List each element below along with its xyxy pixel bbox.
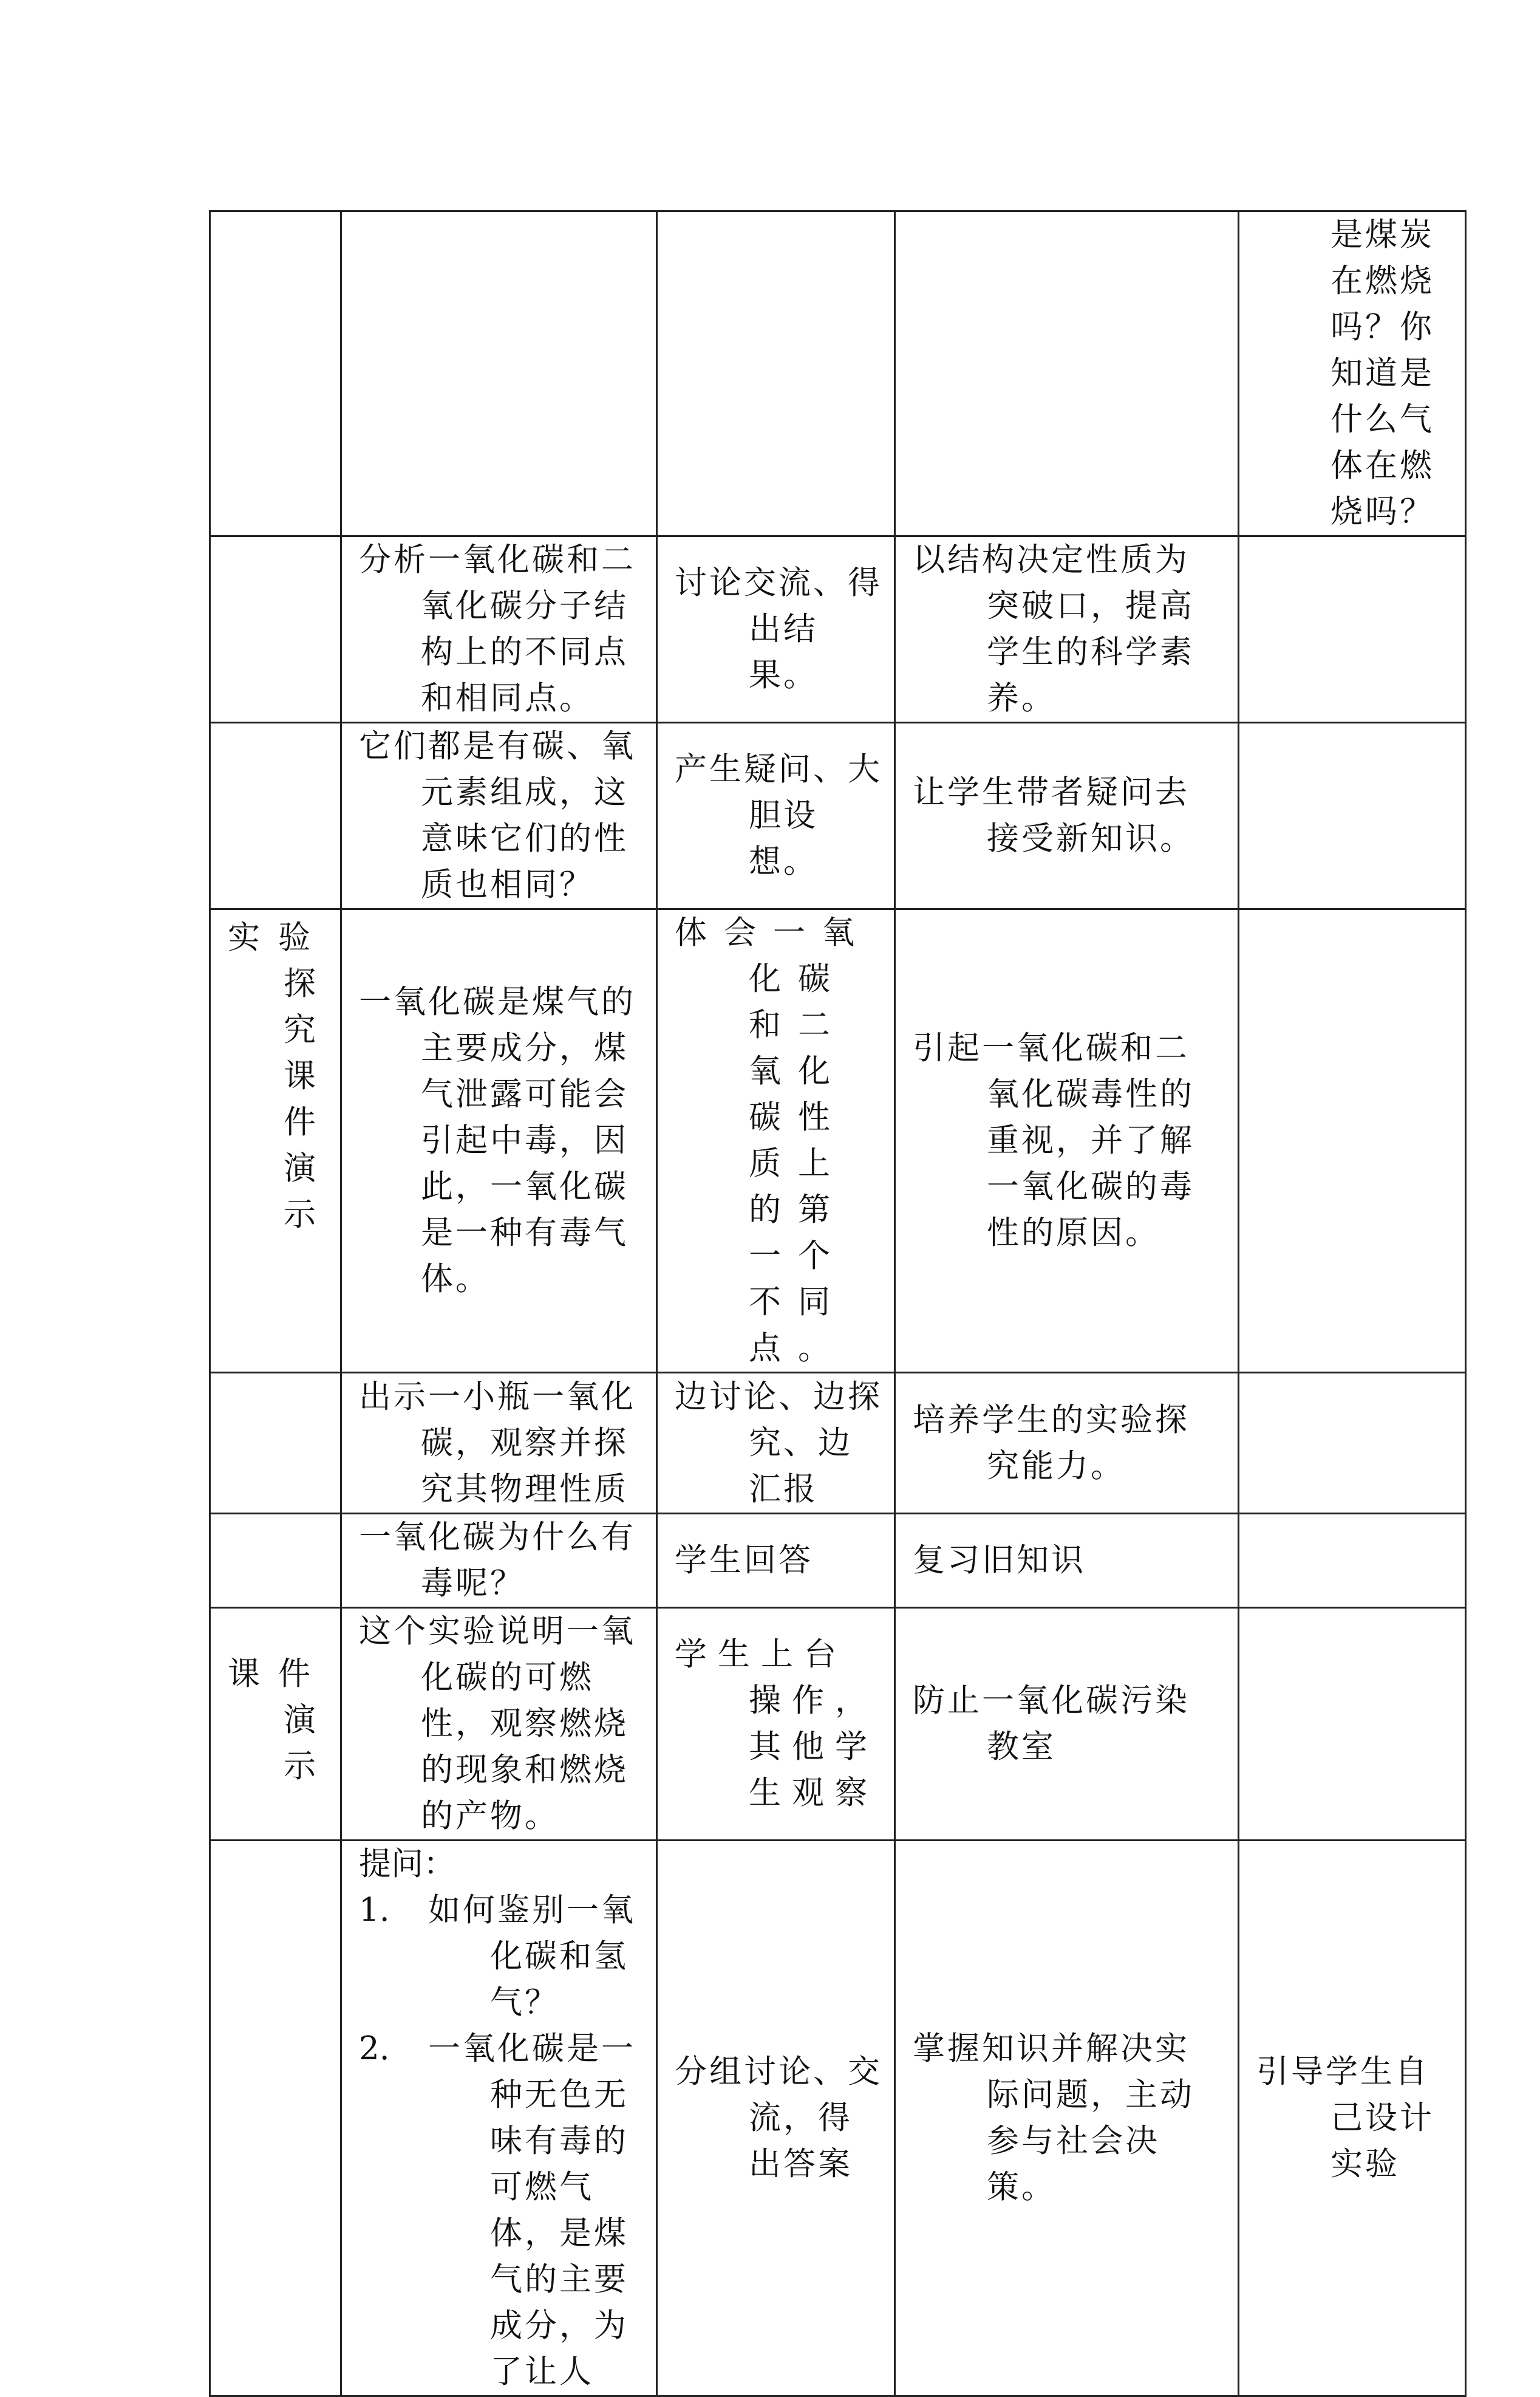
table-row: [210, 1841, 1466, 2396]
question-text: 如何鉴别一氧化碳和氢气？: [428, 1892, 636, 2021]
cell-student-activity: 边讨论、边探究、边汇报: [657, 1373, 895, 1514]
cell-notes: [1239, 536, 1466, 723]
question-number: 1.: [359, 1892, 390, 1929]
cell-teacher-activity: 一氧化碳是煤气的主要成分，煤气泄露可能会引起中毒，因此，一氧化碳是一种有毒气体。: [341, 909, 657, 1373]
cell-notes: [1239, 909, 1466, 1373]
cell-design-intent: 让学生带者疑问去接受新知识。: [895, 723, 1239, 909]
table-row: [210, 536, 1466, 723]
cell-notes: 是煤炭在燃烧吗？你知道是什么气体在燃烧吗？: [1239, 211, 1466, 536]
cell-teacher-activity: 出示一小瓶一氧化碳，观察并探究其物理性质: [341, 1373, 657, 1514]
cell-design-intent: 培养学生的实验探究能力。: [895, 1373, 1239, 1514]
cell-student-activity: 学生上台操作，其他学生观察: [657, 1608, 895, 1841]
cell-student-activity: 讨论交流、得出结果。: [657, 536, 895, 723]
cell-design-intent: 以结构决定性质为突破口，提高学生的科学素养。: [895, 536, 1239, 723]
question-intro: 提问：: [359, 1845, 455, 1882]
table-row: [210, 211, 1466, 536]
cell-student-activity: [657, 211, 895, 536]
cell-teacher-activity: 它们都是有碳、氧元素组成，这意味它们的性质也相同？: [341, 723, 657, 909]
cell-stage: [210, 211, 341, 536]
cell-stage: [210, 1841, 341, 2396]
cell-student-activity: 分组讨论、交流，得出答案: [657, 1841, 895, 2396]
cell-student-activity: 体会一氧化碳和二氧化碳性质上的第一个不同点。: [657, 909, 895, 1373]
cell-design-intent: 引起一氧化碳和二氧化碳毒性的重视，并了解一氧化碳的毒性的原因。: [895, 909, 1239, 1373]
table-row: [210, 1373, 1466, 1514]
table-row: [210, 909, 1466, 1373]
cell-stage: [210, 723, 341, 909]
cell-design-intent: 防止一氧化碳污染教室: [895, 1608, 1239, 1841]
table-row: [210, 1608, 1466, 1841]
cell-stage: [210, 1373, 341, 1514]
question-item: [359, 2026, 647, 2395]
cell-stage: [210, 536, 341, 723]
cell-teacher-activity: 分析一氧化碳和二氧化碳分子结构上的不同点和相同点。: [341, 536, 657, 723]
table-row: [210, 1514, 1466, 1608]
table-row: [210, 723, 1466, 909]
question-text: 一氧化碳是一种无色无味有毒的可燃气体，是煤气的主要成分，为了让人: [428, 2030, 636, 2390]
cell-notes: [1239, 1373, 1466, 1514]
cell-design-intent: [895, 211, 1239, 536]
question-item: [359, 1887, 647, 2026]
cell-student-activity: 产生疑问、大胆设想。: [657, 723, 895, 909]
cell-notes: [1239, 723, 1466, 909]
cell-stage: 实验探究课件演示: [210, 909, 341, 1373]
cell-teacher-activity: 一氧化碳为什么有毒呢？: [341, 1514, 657, 1608]
question-list: [342, 1841, 656, 2395]
cell-teacher-activity: [341, 211, 657, 536]
cell-teacher-activity: [341, 1841, 657, 2396]
cell-stage: [210, 1514, 341, 1608]
cell-design-intent: 掌握知识并解决实际问题，主动参与社会决策。: [895, 1841, 1239, 2396]
cell-notes: [1239, 1608, 1466, 1841]
cell-design-intent: 复习旧知识: [895, 1514, 1239, 1608]
cell-notes: 引导学生自己设计实验: [1239, 1841, 1466, 2396]
lesson-plan-table: [209, 210, 1467, 2397]
cell-stage: 课件演示: [210, 1608, 341, 1841]
cell-notes: [1239, 1514, 1466, 1608]
cell-student-activity: 学生回答: [657, 1514, 895, 1608]
cell-teacher-activity: 这个实验说明一氧化碳的可燃性，观察燃烧的现象和燃烧的产物。: [341, 1608, 657, 1841]
question-number: 2.: [359, 2030, 390, 2067]
